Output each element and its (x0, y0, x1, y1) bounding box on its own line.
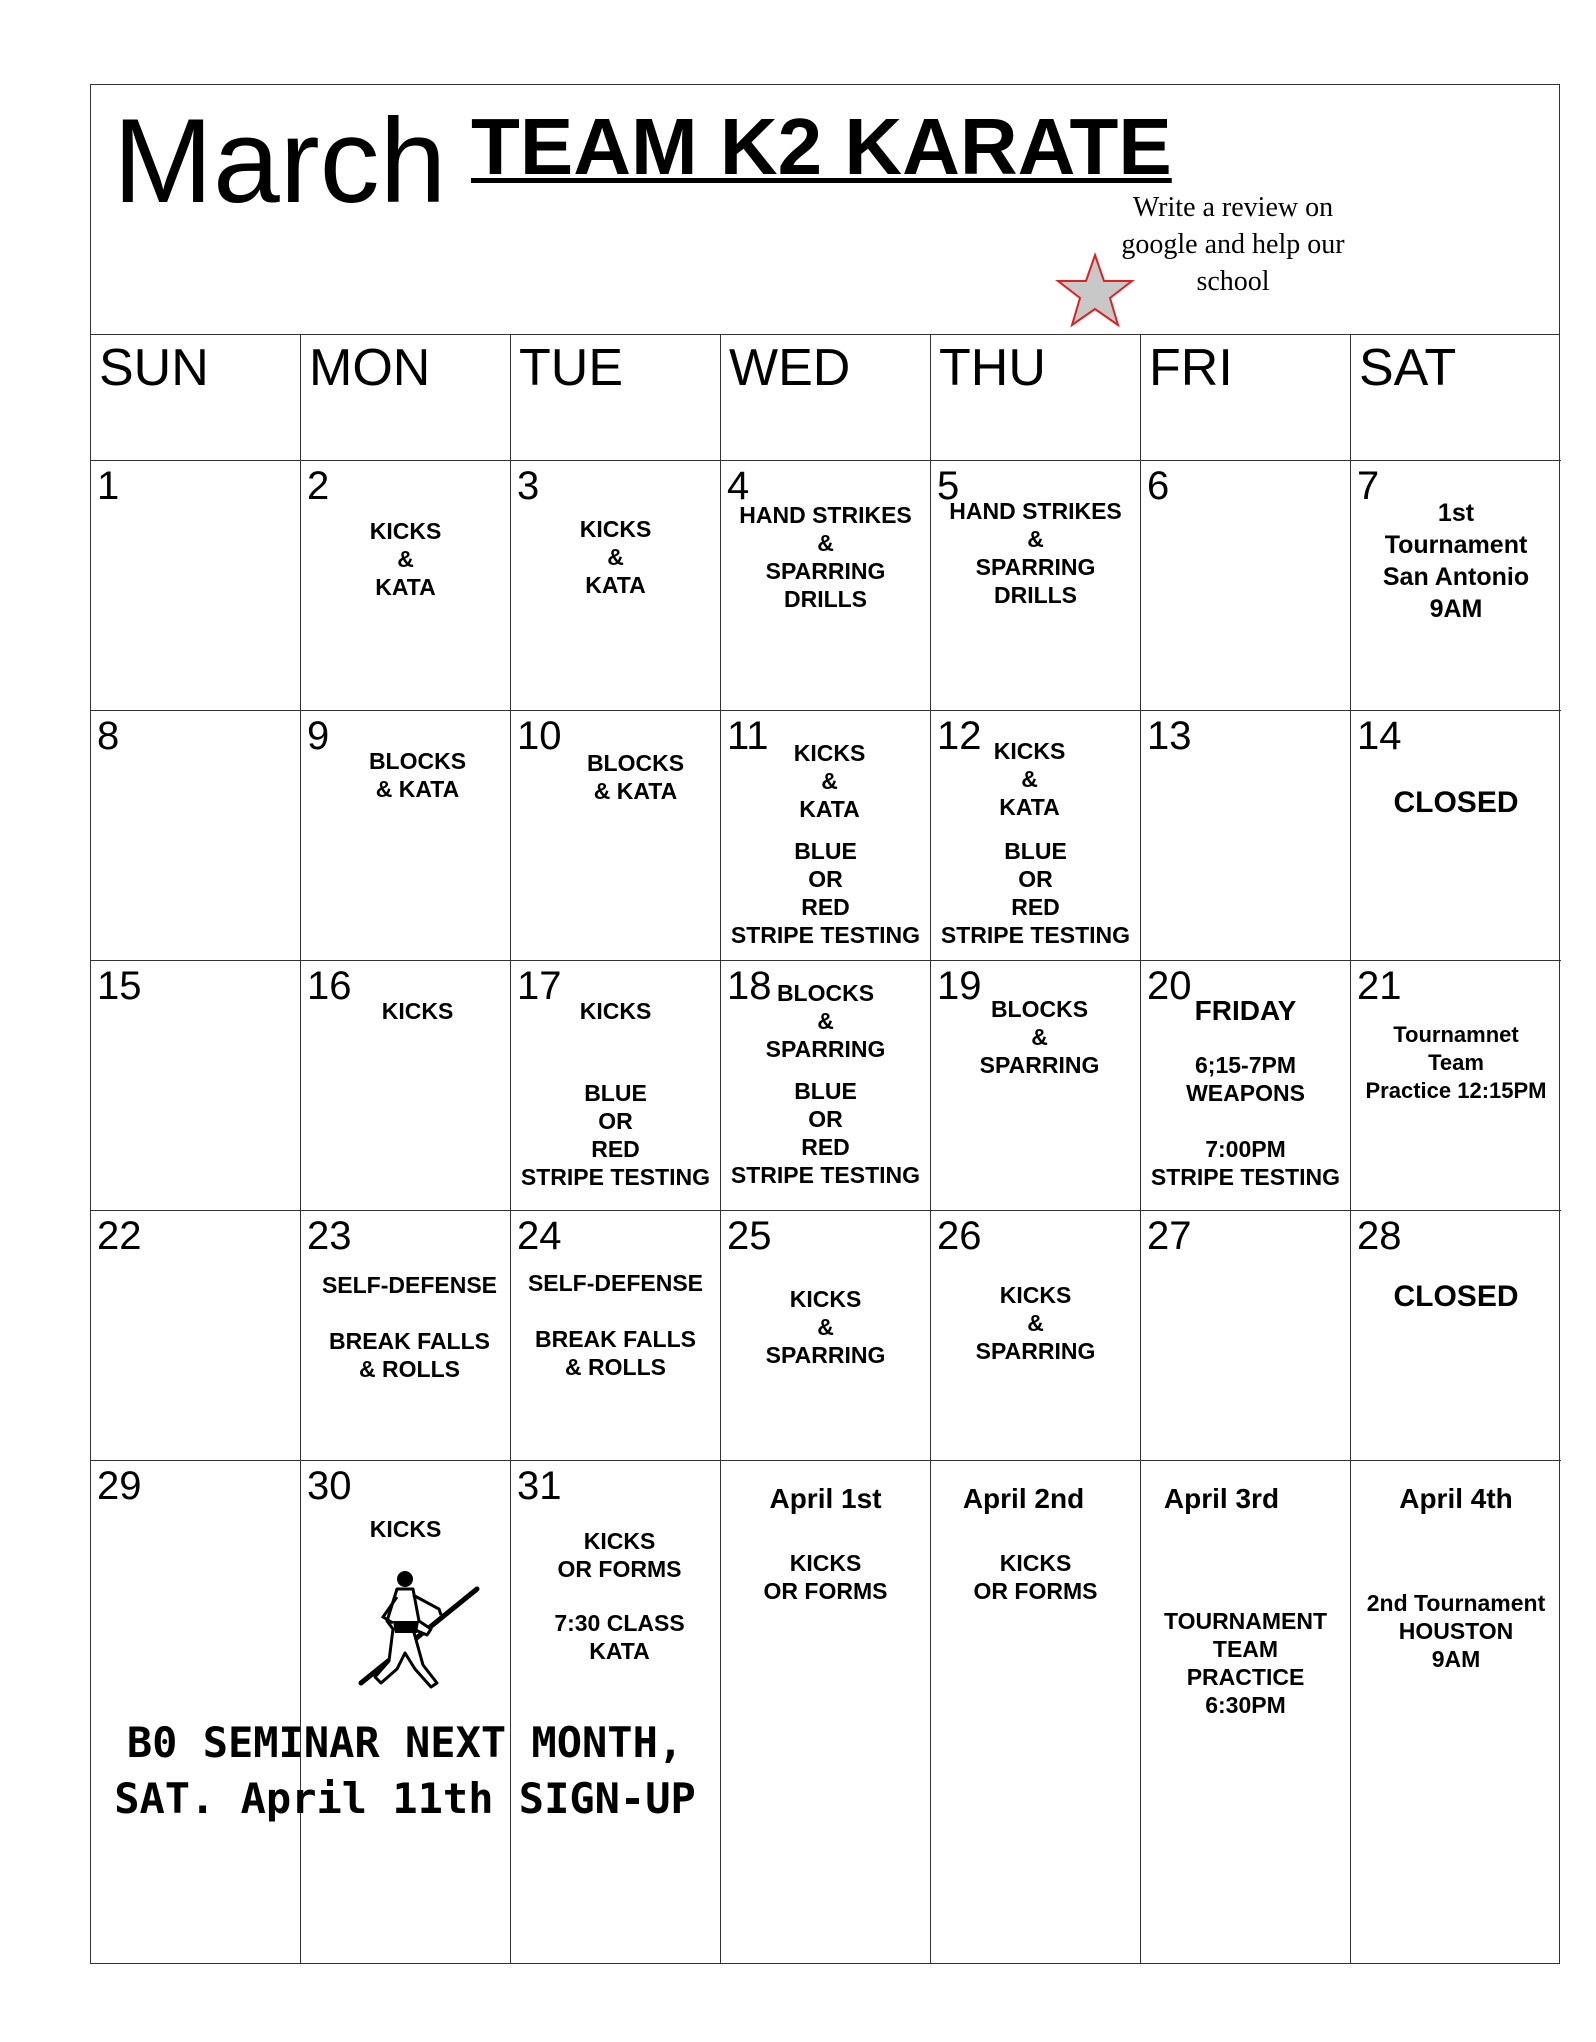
day-number: April 3rd (1163, 1483, 1280, 1514)
day-cell (301, 1211, 511, 1461)
day-cell (931, 461, 1141, 711)
day-number: 10 (517, 714, 562, 758)
day-number: 16 (307, 964, 352, 1008)
day-number: 1 (97, 464, 120, 508)
day-number: 2 (307, 464, 330, 508)
day-cell (1351, 1461, 1561, 1963)
day-cell (721, 461, 931, 711)
day-events: Tournamnet Team Practice 12:15PM (1365, 1022, 1547, 1103)
day-events-class: 7:30 CLASS KATA (554, 1610, 685, 1664)
calendar-header (91, 85, 1559, 335)
calendar (90, 84, 1560, 1964)
day-events-testing: BLUE OR RED STRIPE TESTING (940, 838, 1131, 948)
day-events: SELF-DEFENSE (527, 1270, 704, 1296)
day-events: KICKS (369, 1516, 442, 1542)
day-cell (91, 1461, 301, 1963)
day-number: 28 (1357, 1214, 1402, 1258)
day-events: 2nd Tournament HOUSTON 9AM (1366, 1590, 1546, 1672)
day-events-breakfalls: BREAK FALLS & ROLLS (535, 1326, 696, 1380)
day-cell (721, 1211, 931, 1461)
day-number: 19 (937, 964, 982, 1008)
day-cell (91, 711, 301, 961)
day-cell (1141, 961, 1351, 1211)
day-cell (301, 461, 511, 711)
day-cell (511, 961, 721, 1211)
day-cell (721, 1461, 931, 1963)
day-cell (1141, 1211, 1351, 1461)
day-number: 20 (1147, 964, 1192, 1008)
day-number: 12 (937, 714, 982, 758)
star-icon (1055, 251, 1135, 331)
day-number: 26 (937, 1214, 982, 1258)
day-number: 9 (307, 714, 330, 758)
seminar-notice: B0 SEMINAR NEXT MONTH, SAT. April 11th SIGN-UP (114, 1718, 696, 1823)
school-name: TEAM K2 KARATE (471, 102, 1172, 191)
day-cell (1141, 1461, 1351, 1963)
day-number: 7 (1357, 464, 1380, 508)
day-number: 4 (727, 464, 750, 508)
day-events: BLOCKS & KATA (368, 748, 467, 802)
day-number: 30 (307, 1464, 352, 1508)
day-cell (91, 961, 301, 1211)
day-number: 11 (727, 714, 769, 758)
weekday-fri: FRI (1141, 335, 1351, 461)
day-number: 31 (517, 1464, 562, 1508)
day-number: 8 (97, 714, 120, 758)
day-cell (931, 961, 1141, 1211)
day-number: 15 (97, 964, 142, 1008)
day-number: 13 (1147, 714, 1192, 758)
day-cell (931, 711, 1141, 961)
month-title: March (113, 94, 447, 228)
day-events: KICKS (579, 998, 652, 1024)
day-events: BLOCKS & KATA (586, 750, 685, 804)
day-events: KICKS & KATA (993, 738, 1066, 820)
weekday-mon: MON (301, 335, 511, 461)
day-number: 23 (307, 1214, 352, 1258)
day-cell (301, 711, 511, 961)
review-note: Write a review on google and help our school (1121, 192, 1345, 297)
day-events: SELF-DEFENSE (321, 1272, 498, 1298)
day-events: BLOCKS & SPARRING (765, 980, 886, 1062)
day-events-breakfalls: BREAK FALLS & ROLLS (329, 1328, 490, 1382)
day-events: HAND STRIKES & SPARRING DRILLS (739, 502, 912, 612)
day-events: 1st Tournament San Antonio 9AM (1382, 499, 1530, 623)
day-cell (511, 711, 721, 961)
day-number: 18 (727, 964, 772, 1008)
day-events-testing: BLUE OR RED STRIPE TESTING (520, 1080, 711, 1190)
day-number: 14 (1357, 714, 1402, 758)
day-events-testing: BLUE OR RED STRIPE TESTING (730, 838, 921, 948)
day-events: KICKS OR FORMS (973, 1550, 1098, 1604)
day-events: TOURNAMENT TEAM PRACTICE 6:30PM (1163, 1608, 1328, 1718)
day-number: 17 (517, 964, 562, 1008)
weekday-thu: THU (931, 335, 1141, 461)
day-events: KICKS & SPARRING (975, 1282, 1096, 1364)
day-number: 25 (727, 1214, 772, 1258)
day-number: 27 (1147, 1214, 1192, 1258)
day-cell (1351, 461, 1561, 711)
day-cell (1351, 711, 1561, 961)
day-number: 24 (517, 1214, 562, 1258)
day-number: 6 (1147, 464, 1170, 508)
karate-bo-staff-figure-icon (353, 1565, 483, 1695)
day-number: 29 (97, 1464, 142, 1508)
day-number: April 2nd (962, 1483, 1085, 1514)
day-cell (91, 461, 301, 711)
day-events: KICKS (381, 998, 454, 1024)
day-cell (511, 1461, 721, 1963)
day-cell (1351, 1211, 1561, 1461)
day-events: KICKS & SPARRING (765, 1286, 886, 1368)
day-events-testing: 7:00PM STRIPE TESTING (1150, 1136, 1341, 1190)
day-number: 21 (1357, 964, 1402, 1008)
day-number: 3 (517, 464, 540, 508)
day-cell (721, 711, 931, 961)
day-cell (931, 1211, 1141, 1461)
weekday-sun: SUN (91, 335, 301, 461)
closed-label: CLOSED (1393, 1280, 1519, 1313)
day-number: April 1st (769, 1483, 882, 1514)
day-events: FRIDAY (1194, 995, 1297, 1026)
day-cell (301, 1461, 511, 1963)
day-cell (301, 961, 511, 1211)
day-number: 5 (937, 464, 960, 508)
day-events: KICKS OR FORMS (557, 1528, 682, 1582)
day-events-weapons: 6;15-7PM WEAPONS (1186, 1052, 1305, 1106)
day-events: KICKS & KATA (793, 740, 866, 822)
day-cell (1141, 711, 1351, 961)
day-events: KICKS & KATA (369, 518, 442, 600)
day-events: BLOCKS & SPARRING (979, 996, 1100, 1078)
day-events: HAND STRIKES & SPARRING DRILLS (949, 498, 1122, 608)
day-cell (511, 1211, 721, 1461)
day-events-testing: BLUE OR RED STRIPE TESTING (730, 1078, 921, 1188)
day-events: KICKS OR FORMS (763, 1550, 888, 1604)
day-number: 22 (97, 1214, 142, 1258)
day-cell (931, 1461, 1141, 1963)
day-cell (1351, 961, 1561, 1211)
weekday-wed: WED (721, 335, 931, 461)
day-events: KICKS & KATA (579, 516, 652, 598)
closed-label: CLOSED (1393, 786, 1519, 819)
weekday-sat: SAT (1351, 335, 1561, 461)
day-number: April 4th (1399, 1483, 1513, 1514)
day-cell (721, 961, 931, 1211)
day-cell (91, 1211, 301, 1461)
day-cell (511, 461, 721, 711)
day-cell (1141, 461, 1351, 711)
weekday-tue: TUE (511, 335, 721, 461)
